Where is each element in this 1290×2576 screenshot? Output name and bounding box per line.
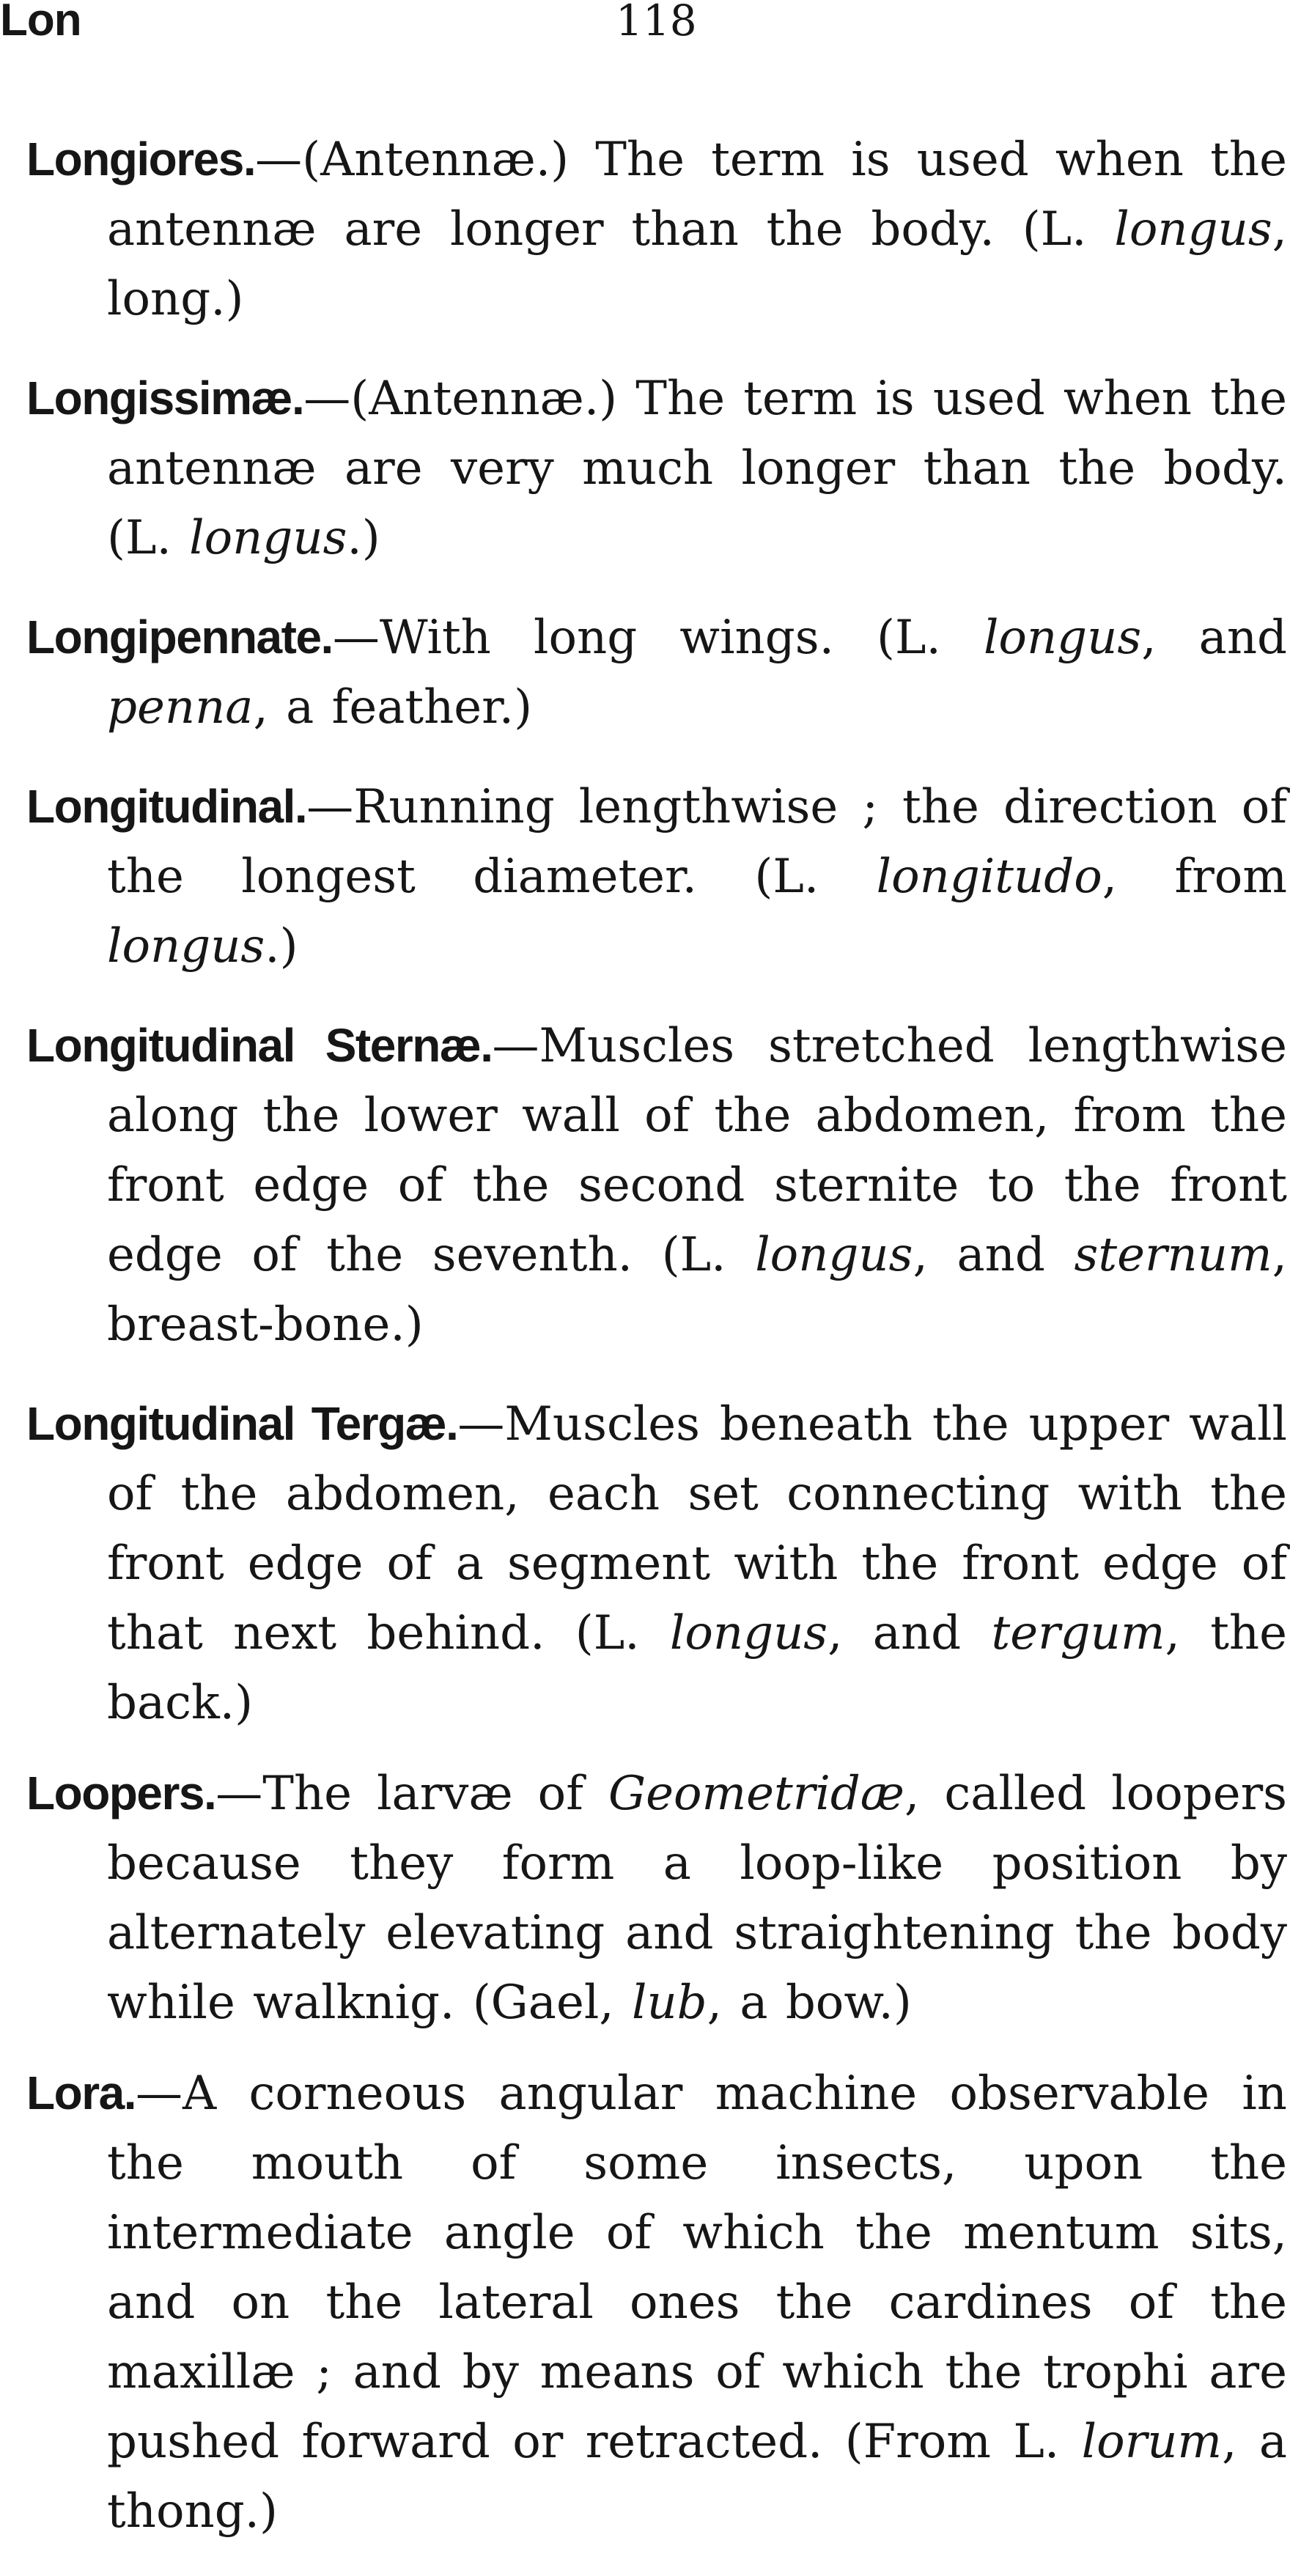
entry-headword: Longissimæ. (26, 372, 304, 424)
guide-word: Lon (0, 0, 81, 45)
entry-headword: Longitudinal. (26, 780, 307, 833)
page-header (0, 0, 1290, 59)
dictionary-entry (26, 1011, 1287, 1360)
entry-definition: —Muscles stretched lengthwise along the lower wall of the abdomen, from the front edge of the second sternite to the front edge of the seventh. (L. longus, and sternum, breast-bone.) (107, 1019, 1288, 1352)
entry-headword: Loopers. (26, 1767, 216, 1819)
entry-list (26, 125, 1287, 2576)
entry-headword: Longitudinal Sternæ. (26, 1019, 493, 1072)
entry-definition: —Running lengthwise ; the direction of the longest diameter. (L. longitudo, from longus.) (107, 780, 1288, 974)
entry-headword: Longiores. (26, 133, 256, 185)
entry-definition: —A corneous angular machine observable in the mouth of some insects, upon the intermediate angle of which the mentum sits, and on the lateral ones the cardines of the maxillæ ; and by means of which the trophi are pushed forward or retracted. (From L. lorum, a thong.) (107, 2067, 1288, 2539)
page-number: 118 (616, 0, 697, 45)
entry-definition: —(Antennæ.) The term is used when the antennæ are very much longer than the body. (L. longus.) (107, 372, 1287, 565)
entry-headword: Longipennate. (26, 611, 333, 663)
entry-definition: —(Antennæ.) The term is used when the antennæ are longer than the body. (L. longus, long.) (107, 133, 1287, 326)
dictionary-entry (26, 603, 1287, 743)
dictionary-entry (26, 364, 1287, 573)
entry-definition: —Muscles beneath the upper wall of the abdomen, each set connecting with the front edge of a segment with the front edge of that next behind. (L. longus, and tergum, the back.) (107, 1397, 1288, 1730)
entry-headword: Lora. (26, 2067, 136, 2119)
dictionary-entry (26, 1759, 1287, 2038)
dictionary-entry (26, 1389, 1287, 1738)
dictionary-entry (26, 125, 1287, 334)
entry-headword: Longitudinal Tergæ. (26, 1397, 458, 1450)
entry-definition: —With long wings. (L. longus, and penna, a feather.) (107, 611, 1288, 735)
entry-definition: —The larvæ of Geometridæ, called loopers because they form a loop-like position by alternately elevating and straightening the body while walknig. (Gael, lub, a bow.) (107, 1767, 1288, 2030)
dictionary-entry (26, 2058, 1287, 2547)
dictionary-entry (26, 772, 1287, 982)
